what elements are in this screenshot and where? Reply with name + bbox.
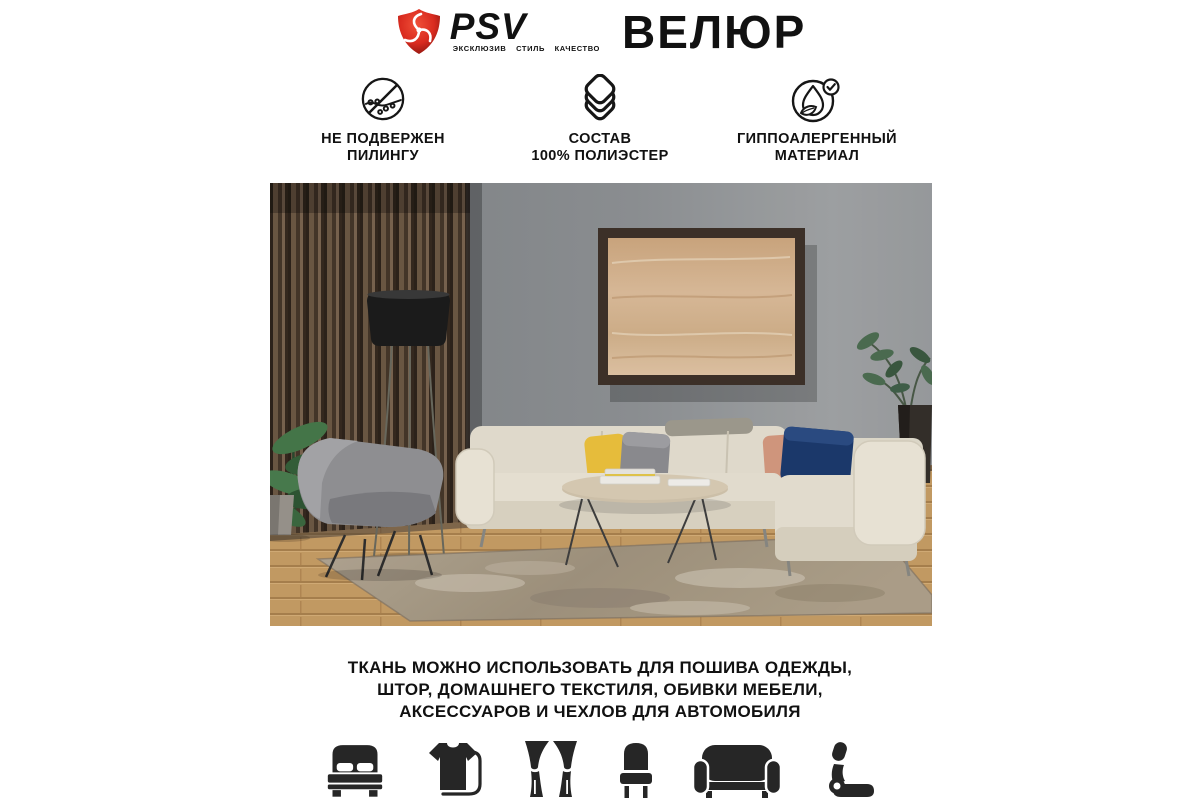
usage-line-3: АКСЕССУАРОВ И ЧЕХЛОВ ДЛЯ АВТОМОБИЛЯ [399, 702, 801, 721]
psv-shield-icon [394, 8, 444, 56]
feature-label [531, 131, 668, 165]
features-row [0, 74, 1200, 165]
feature-composition [492, 74, 709, 165]
header [0, 4, 1200, 60]
no-pilling-icon [360, 74, 406, 124]
feature-no-pilling [275, 74, 492, 165]
feature-line-1: СОСТАВ [568, 131, 632, 147]
brand-text [449, 5, 600, 53]
bed-icon [325, 741, 385, 798]
curtains-icon [523, 740, 579, 798]
feature-label [321, 131, 445, 165]
feature-label [737, 131, 897, 165]
hypoallergenic-icon [790, 74, 844, 124]
fabric-layers-icon [574, 74, 626, 124]
brand-tagline: ЭКСКЛЮЗИВ СТИЛЬ КАЧЕСТВО [452, 43, 600, 53]
feature-line-2: МАТЕРИАЛ [774, 148, 860, 164]
application-icons-row [0, 736, 1200, 798]
feature-hypoallergenic [709, 74, 926, 165]
feature-line-2: ПИЛИНГУ [347, 148, 419, 164]
feature-line-1: НЕ ПОДВЕРЖЕН [321, 131, 445, 147]
tshirt-icon [423, 740, 485, 798]
sofa-icon [693, 745, 781, 798]
feature-line-1: ГИППОАЛЕРГЕННЫЙ [736, 131, 898, 147]
car-seat-icon [819, 740, 875, 798]
usage-line-1: ТКАНЬ МОЖНО ИСПОЛЬЗОВАТЬ ДЛЯ ПОШИВА ОДЕЖДЫ, [347, 658, 853, 677]
brand-logo [394, 5, 600, 56]
page-title: ВЕЛЮР [622, 6, 807, 58]
brand-name: PSV [449, 5, 527, 47]
feature-line-2: 100% ПОЛИЭСТЕР [531, 148, 669, 164]
chair-icon [617, 741, 655, 798]
living-room-photo [270, 183, 932, 626]
usage-line-2: ШТОР, ДОМАШНЕГО ТЕКСТИЛЯ, ОБИВКИ МЕБЕЛИ, [377, 680, 823, 699]
usage-text [0, 657, 1200, 723]
